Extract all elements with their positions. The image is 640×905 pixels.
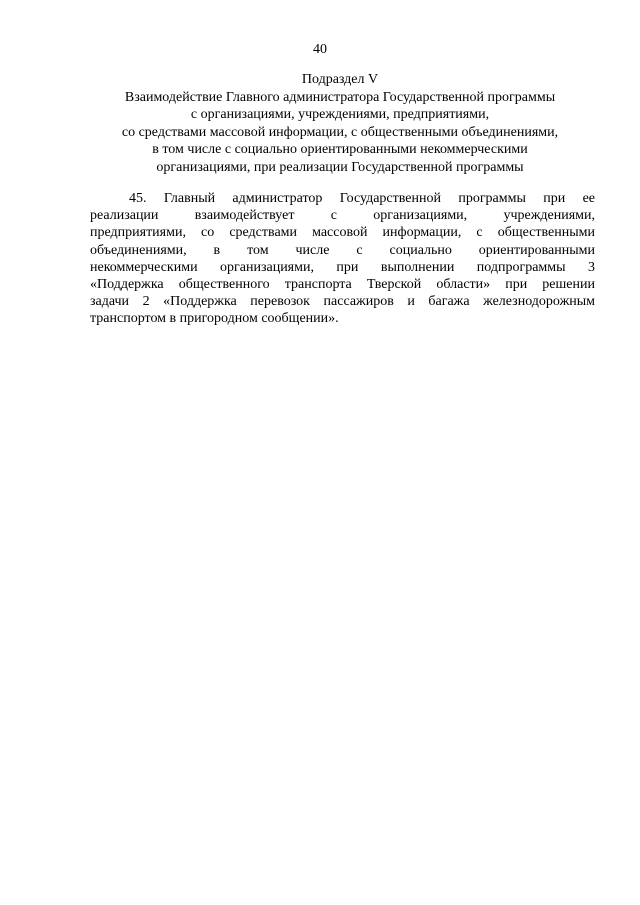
- page-number: 40: [313, 42, 327, 57]
- heading-line: с организациями, учреждениями, предприятиями,: [190, 107, 490, 122]
- paragraph-line: некоммерческими организациями, при выполнении подпрограммы 3: [90, 259, 595, 275]
- paragraph-45: [90, 190, 595, 328]
- paragraph-line: предприятиями, со средствами массовой информации, с общественными: [90, 225, 595, 241]
- heading-line: в том числе с социально ориентированными некоммерческими: [152, 142, 528, 157]
- paragraph-line: задачи 2 «Поддержка перевозок пассажиров и багажа железнодорожным: [90, 294, 595, 310]
- paragraph-line: объединениями, в том числе с социально ориентированными: [90, 242, 595, 258]
- paragraph-line: транспортом в пригородном сообщении».: [90, 311, 339, 327]
- heading-line: организациями, при реализации Государственной программы: [156, 159, 524, 175]
- paragraph-line: 45. Главный администратор Государственной программы при ее: [129, 191, 595, 206]
- paragraph-line: «Поддержка общественного транспорта Тверской области» при решении: [90, 277, 595, 293]
- section-heading: [80, 71, 600, 176]
- paragraph-line: реализации взаимодействует с организациями, учреждениями,: [90, 208, 595, 224]
- heading-line: со средствами массовой информации, с общественными объединениями,: [121, 124, 559, 140]
- heading-line: Взаимодействие Главного администратора Государственной программы: [124, 89, 556, 105]
- heading-subsection-title: Подраздел V: [301, 72, 379, 87]
